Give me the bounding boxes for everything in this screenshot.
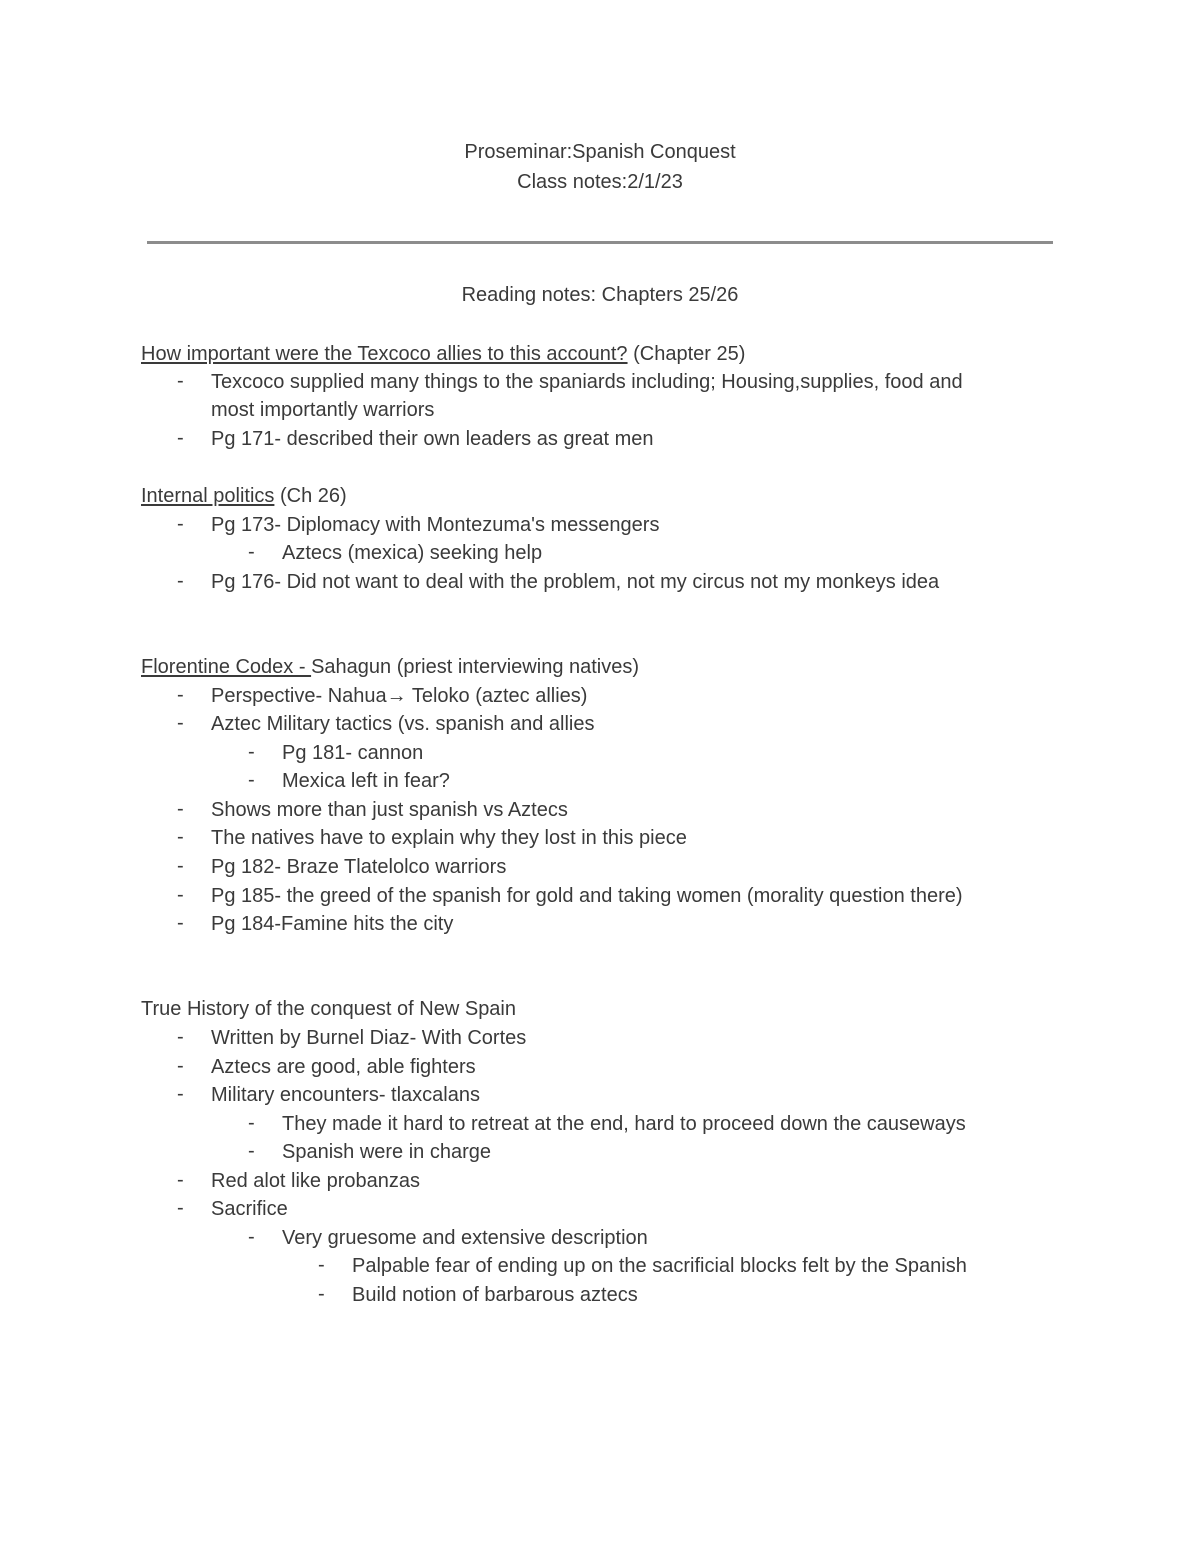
list-item: Pg 171- described their own leaders as great men	[211, 428, 654, 450]
bullet-dash: -	[318, 1254, 325, 1276]
list-subsubitem: Build notion of barbarous aztecs	[352, 1284, 638, 1306]
bullet-dash: -	[177, 855, 184, 877]
list-item: Pg 185- the greed of the spanish for gold and taking women (morality question there)	[211, 885, 963, 907]
bullet-dash: -	[177, 1026, 184, 1048]
list-item: Pg 176- Did not want to deal with the problem, not my circus not my monkeys idea	[211, 571, 940, 593]
list-item: The natives have to explain why they lost in this piece	[211, 827, 687, 849]
bullet-dash: -	[177, 570, 184, 592]
list-item: Pg 182- Braze Tlatelolco warriors	[211, 856, 507, 878]
bullet-dash: -	[177, 1169, 184, 1191]
list-item: Aztec Military tactics (vs. spanish and allies	[211, 713, 595, 735]
bullet-dash: -	[248, 741, 255, 763]
list-item: Pg 173- Diplomacy with Montezuma's messengers	[211, 514, 660, 536]
bullet-dash: -	[318, 1283, 325, 1305]
list-item: Sacrifice	[211, 1198, 288, 1220]
section-heading-texcoco: How important were the Texcoco allies to this account? (Chapter 25)	[141, 343, 746, 365]
list-item: Shows more than just spanish vs Aztecs	[211, 799, 568, 821]
bullet-dash: -	[177, 712, 184, 734]
list-item: Aztecs are good, able fighters	[211, 1056, 476, 1078]
bullet-dash: -	[248, 1112, 255, 1134]
reading-heading: Reading notes: Chapters 25/26	[461, 284, 739, 306]
list-subitem: They made it hard to retreat at the end, hard to proceed down the causeways	[282, 1113, 966, 1135]
bullet-dash: -	[177, 427, 184, 449]
bullet-dash: -	[177, 798, 184, 820]
section-heading-florentine-codex: Florentine Codex - Sahagun (priest interviewing natives)	[141, 656, 640, 678]
bullet-dash: -	[177, 513, 184, 535]
list-item: Written by Burnel Diaz- With Cortes	[211, 1027, 527, 1049]
list-item: Red alot like probanzas	[211, 1170, 421, 1192]
bullet-dash: -	[177, 684, 184, 706]
bullet-dash: -	[177, 370, 184, 392]
list-item: Military encounters- tlaxcalans	[211, 1084, 480, 1106]
list-subitem: Spanish were in charge	[282, 1141, 492, 1163]
bullet-dash: -	[177, 884, 184, 906]
list-item: Pg 184-Famine hits the city	[211, 913, 454, 935]
horizontal-divider	[147, 241, 1053, 244]
list-subitem: Very gruesome and extensive description	[282, 1227, 648, 1249]
bullet-dash: -	[177, 1197, 184, 1219]
bullet-dash: -	[248, 541, 255, 563]
bullet-dash: -	[177, 1083, 184, 1105]
document-subtitle: Class notes:2/1/23	[517, 171, 683, 193]
section-heading-true-history: True History of the conquest of New Spain	[141, 998, 516, 1020]
list-item: Perspective- Nahua→ Teloko (aztec allies)	[211, 685, 588, 707]
bullet-dash: -	[177, 826, 184, 848]
bullet-dash: -	[248, 1140, 255, 1162]
bullet-dash: -	[177, 912, 184, 934]
list-item-continuation: most importantly warriors	[211, 399, 435, 421]
list-subitem: Pg 181- cannon	[282, 742, 424, 764]
list-item: Texcoco supplied many things to the spaniards including; Housing,supplies, food and	[211, 371, 963, 393]
list-subsubitem: Palpable fear of ending up on the sacrificial blocks felt by the Spanish	[352, 1255, 967, 1277]
bullet-dash: -	[177, 1055, 184, 1077]
bullet-dash: -	[248, 1226, 255, 1248]
list-subitem: Mexica left in fear?	[282, 770, 450, 792]
bullet-dash: -	[248, 769, 255, 791]
list-subitem: Aztecs (mexica) seeking help	[282, 542, 543, 564]
section-heading-internal-politics: Internal politics (Ch 26)	[141, 485, 347, 507]
document-title: Proseminar:Spanish Conquest	[464, 141, 736, 163]
